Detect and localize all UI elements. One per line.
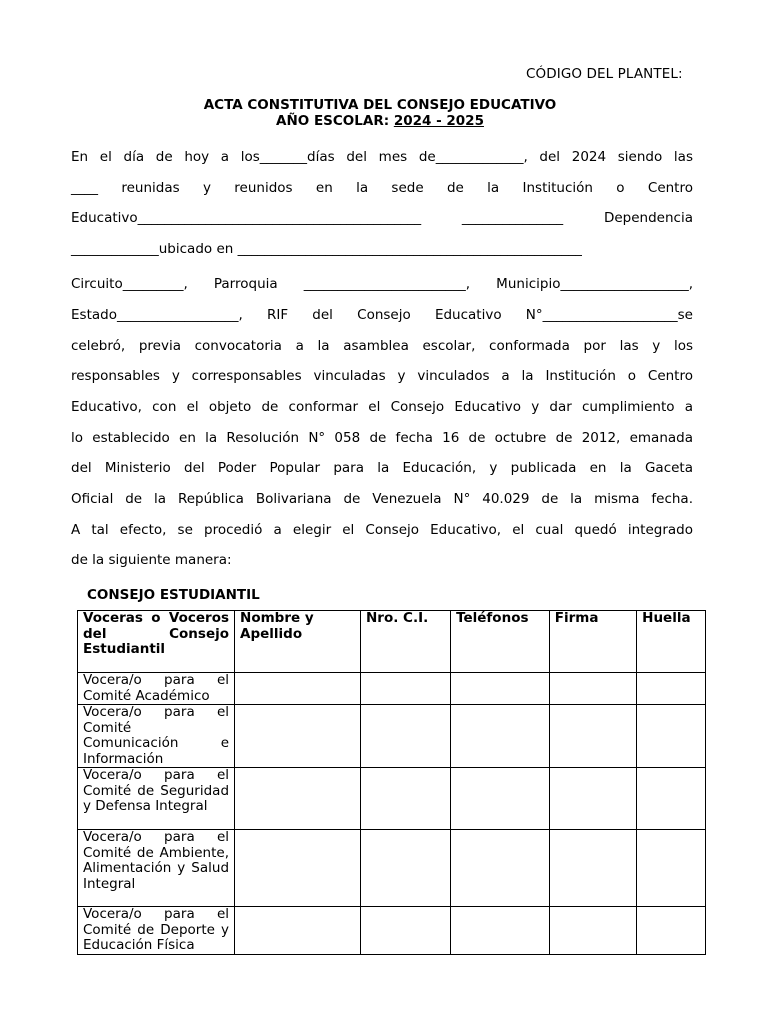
school-year-label: AÑO ESCOLAR: <box>276 113 394 129</box>
body-line: responsables y corresponsables vinculadas y vinculados a la Institución o Centro <box>71 368 693 384</box>
body-line: celebró, previa convocatoria a la asamblea escolar, conformada por las y los <box>71 338 693 354</box>
huella-cell[interactable] <box>637 907 706 955</box>
firma-cell[interactable] <box>549 768 636 830</box>
telefono-cell[interactable] <box>451 705 550 768</box>
consejo-estudiantil-table <box>77 610 706 955</box>
table-header-row <box>78 611 706 673</box>
body-line: Oficial de la República Bolivariana de Venezuela N° 40.029 de la misma fecha. <box>71 491 693 507</box>
firma-cell[interactable] <box>549 830 636 907</box>
nombre-cell[interactable] <box>235 830 361 907</box>
header-voceros: Voceras o Voceros del Consejo Estudiantil <box>78 611 235 673</box>
nombre-cell[interactable] <box>235 673 361 705</box>
ci-cell[interactable] <box>360 705 450 768</box>
huella-cell[interactable] <box>637 673 706 705</box>
telefono-cell[interactable] <box>451 673 550 705</box>
body-line: ____ reunidas y reunidos en la sede de la Institución o Centro <box>71 180 693 196</box>
firma-cell[interactable] <box>549 907 636 955</box>
body-line: A tal efecto, se procedió a elegir el Consejo Educativo, el cual quedó integrado <box>71 522 693 538</box>
table-row <box>78 673 706 705</box>
body-line: del Ministerio del Poder Popular para la Educación, y publicada en la Gaceta <box>71 460 693 476</box>
huella-cell[interactable] <box>637 830 706 907</box>
table-row <box>78 705 706 768</box>
nombre-cell[interactable] <box>235 768 361 830</box>
row-role-label: Vocera/o para el Comité Académico <box>78 673 235 705</box>
nombre-cell[interactable] <box>235 907 361 955</box>
header-ci: Nro. C.I. <box>360 611 450 673</box>
header-huella: Huella <box>637 611 706 673</box>
table-row <box>78 768 706 830</box>
body-line: Circuito_________, Parroquia ________________________, Municipio___________________, <box>71 276 693 292</box>
body-line: Educativo, con el objeto de conformar el Consejo Educativo y dar cumplimiento a <box>71 399 693 415</box>
nombre-cell[interactable] <box>235 705 361 768</box>
codigo-plantel-label: CÓDIGO DEL PLANTEL: <box>526 66 683 82</box>
header-telefonos: Teléfonos <box>451 611 550 673</box>
row-role-label: Vocera/o para el Comité Comunicación e Información <box>78 705 235 768</box>
body-line: Estado__________________, RIF del Consejo Educativo N°____________________se <box>71 307 693 323</box>
huella-cell[interactable] <box>637 768 706 830</box>
telefono-cell[interactable] <box>451 907 550 955</box>
ci-cell[interactable] <box>360 830 450 907</box>
telefono-cell[interactable] <box>451 830 550 907</box>
school-year-title <box>0 113 764 129</box>
body-line: _____________ubicado en ___________________________________________________ <box>71 241 582 257</box>
header-nombre: Nombre y Apellido <box>235 611 361 673</box>
huella-cell[interactable] <box>637 705 706 768</box>
ci-cell[interactable] <box>360 768 450 830</box>
ci-cell[interactable] <box>360 907 450 955</box>
body-line: de la siguiente manera: <box>71 552 232 568</box>
row-role-label: Vocera/o para el Comité de Seguridad y Defensa Integral <box>78 768 235 830</box>
body-line: Educativo__________________________________________ _______________ Dependencia <box>71 210 693 226</box>
body-line: En el día de hoy a los_______días del mes de_____________, del 2024 siendo las <box>71 149 693 165</box>
telefono-cell[interactable] <box>451 768 550 830</box>
firma-cell[interactable] <box>549 705 636 768</box>
row-role-label: Vocera/o para el Comité de Deporte y Educación Física <box>78 907 235 955</box>
table-row <box>78 907 706 955</box>
firma-cell[interactable] <box>549 673 636 705</box>
ci-cell[interactable] <box>360 673 450 705</box>
row-role-label: Vocera/o para el Comité de Ambiente, Alimentación y Salud Integral <box>78 830 235 907</box>
document-title: ACTA CONSTITUTIVA DEL CONSEJO EDUCATIVO <box>203 97 557 113</box>
body-line: lo establecido en la Resolución N° 058 de fecha 16 de octubre de 2012, emanada <box>71 430 693 446</box>
school-year-value: 2024 - 2025 <box>393 113 484 129</box>
header-firma: Firma <box>549 611 636 673</box>
section-title: CONSEJO ESTUDIANTIL <box>87 587 260 603</box>
table-row <box>78 830 706 907</box>
